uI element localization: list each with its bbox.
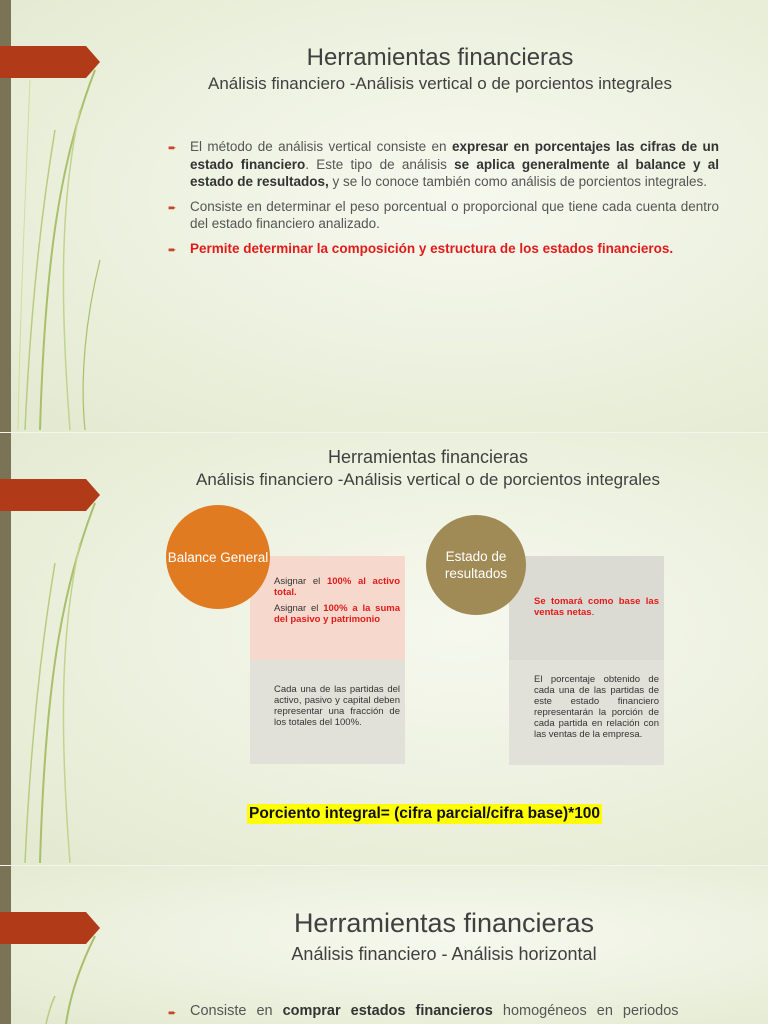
slide-3: [0, 866, 768, 1024]
formula-highlight: Porciento integral= (cifra parcial/cifra base)*100: [249, 805, 601, 822]
bullet-arrow-icon: ➨: [168, 202, 177, 214]
balance-top-box: Asignar el 100% al activo total. Asignar el 100% a la suma del pasivo y patrimonio: [250, 556, 405, 660]
slide-title: Herramientas financieras: [293, 908, 595, 938]
resultados-top-box: Se tomará como base las ventas netas.: [509, 556, 664, 660]
title-arrow-marker: [0, 479, 100, 511]
bullet-list: [168, 1003, 719, 1024]
bullet-arrow-icon: ➨: [168, 143, 177, 154]
balance-bottom-box: Cada una de las partidas del activo, pasivo y capital deben representar una fracción de los totales del 100%.: [250, 660, 405, 764]
bullet-item: ➨ Consiste en determinar el peso porcentual o proporcional que tiene cada cuenta dentro del estado financiero analizado.: [168, 198, 719, 231]
slide-1: [0, 0, 768, 432]
bullet-item: ➨ Permite determinar la composición y estructura de los estados financieros.: [168, 240, 719, 258]
slide-2: [0, 433, 768, 865]
slide-subtitle: Análisis financiero -Análisis vertical o de porcientos integrales: [208, 74, 672, 93]
slide-title: Herramientas financieras: [306, 44, 574, 71]
title-arrow-marker: [0, 912, 100, 944]
bullet-item: ➨ Consiste en comprar estados financieros homogéneos en periodos: [168, 1003, 719, 1021]
bullet-arrow-icon: ➨: [168, 1008, 177, 1019]
estado-resultados-circle: Estado de resultados: [426, 515, 526, 615]
bullet-list: [168, 138, 719, 264]
leaf-decoration: [0, 866, 140, 1024]
bullet-arrow-icon: ➨: [168, 244, 177, 256]
title-arrow-marker: [0, 46, 100, 78]
slide-title: Herramientas financieras: [327, 447, 529, 467]
slide-subtitle: Análisis financiero -Análisis vertical o de porcientos integrales: [196, 470, 660, 489]
balance-general-circle: Balance General: [166, 505, 270, 609]
slide-subtitle: Análisis financiero - Análisis horizontal: [291, 944, 597, 964]
resultados-bottom-box: El porcentaje obtenido de cada una de las partidas de este estado financiero representarán la porción de cada partida en relación con las ventas de la empresa.: [509, 660, 664, 765]
bullet-item: ➨ El método de análisis vertical consiste en expresar en porcentajes las cifras de un estado financiero. Este tipo de análisis se aplica generalmente al balance y al estado de resultados, y se lo conoce también como análisis de porcientos integrales.: [168, 139, 719, 189]
